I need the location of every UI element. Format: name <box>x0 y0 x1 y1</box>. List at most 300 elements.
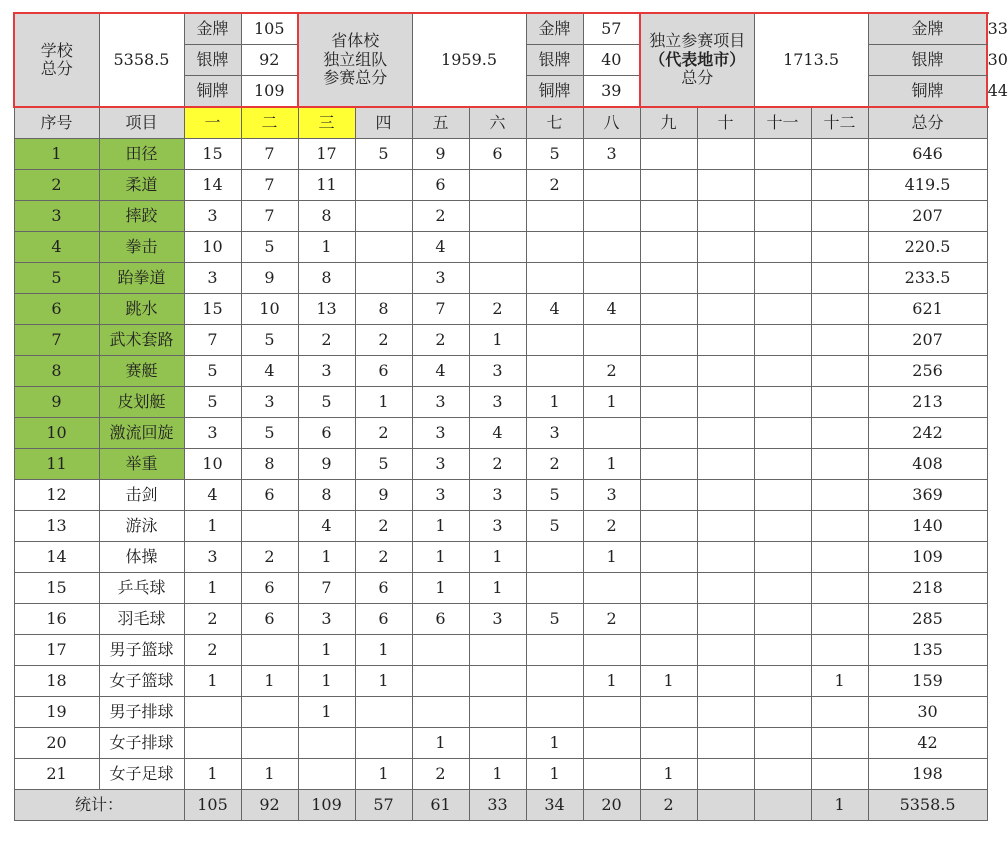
row-place-9 <box>640 542 697 573</box>
row-place-2: 1 <box>241 759 298 790</box>
table-row <box>14 449 987 480</box>
table-row <box>14 480 987 511</box>
row-place-3: 1 <box>298 635 355 666</box>
row-place-6: 1 <box>469 759 526 790</box>
row-place-1: 2 <box>184 635 241 666</box>
row-place-6 <box>469 263 526 294</box>
row-place-4: 6 <box>355 604 412 635</box>
row-place-11 <box>754 449 811 480</box>
row-place-8 <box>583 201 640 232</box>
row-place-6: 3 <box>469 387 526 418</box>
row-event: 跆拳道 <box>99 263 184 294</box>
table-row <box>14 511 987 542</box>
row-event: 皮划艇 <box>99 387 184 418</box>
row-index: 14 <box>14 542 99 573</box>
header-place-10: 十 <box>697 107 754 139</box>
row-place-8: 2 <box>583 511 640 542</box>
row-place-11 <box>754 666 811 697</box>
row-place-5: 6 <box>412 604 469 635</box>
row-place-4: 8 <box>355 294 412 325</box>
row-place-4: 1 <box>355 666 412 697</box>
row-total: 233.5 <box>868 263 987 294</box>
row-place-2 <box>241 728 298 759</box>
row-place-2: 2 <box>241 542 298 573</box>
header-place-3: 三 <box>298 107 355 139</box>
table-row <box>14 542 987 573</box>
row-place-2 <box>241 511 298 542</box>
row-place-9: 1 <box>640 666 697 697</box>
row-place-8 <box>583 635 640 666</box>
row-place-9 <box>640 635 697 666</box>
row-place-12: 1 <box>811 666 868 697</box>
row-place-3 <box>298 728 355 759</box>
row-place-6 <box>469 201 526 232</box>
row-place-12 <box>811 170 868 201</box>
row-place-10 <box>697 511 754 542</box>
row-place-12 <box>811 449 868 480</box>
row-place-5: 1 <box>412 542 469 573</box>
row-place-11 <box>754 418 811 449</box>
row-place-11 <box>754 697 811 728</box>
row-place-8: 1 <box>583 387 640 418</box>
row-place-5: 3 <box>412 449 469 480</box>
row-index: 17 <box>14 635 99 666</box>
row-event: 体操 <box>99 542 184 573</box>
provincial-gold-value: 57 <box>583 13 640 45</box>
row-place-1: 7 <box>184 325 241 356</box>
row-place-6: 2 <box>469 294 526 325</box>
school-total-label: 学校 总分 <box>14 13 99 107</box>
row-place-6 <box>469 170 526 201</box>
totals-place-8: 20 <box>583 790 640 821</box>
row-place-5: 4 <box>412 232 469 263</box>
header-place-2: 二 <box>241 107 298 139</box>
header-place-7: 七 <box>526 107 583 139</box>
row-place-11 <box>754 263 811 294</box>
table-row <box>14 294 987 325</box>
row-place-8: 4 <box>583 294 640 325</box>
row-place-11 <box>754 604 811 635</box>
school-bronze-label: 铜牌 <box>184 76 241 108</box>
row-place-3: 1 <box>298 542 355 573</box>
row-place-6 <box>469 697 526 728</box>
row-place-9 <box>640 263 697 294</box>
independent-bronze-label: 铜牌 <box>868 76 987 108</box>
row-total: 198 <box>868 759 987 790</box>
independent-silver-label: 银牌 <box>868 45 987 76</box>
row-place-9 <box>640 604 697 635</box>
row-place-6 <box>469 666 526 697</box>
totals-place-3: 109 <box>298 790 355 821</box>
row-place-5: 1 <box>412 511 469 542</box>
row-place-11 <box>754 728 811 759</box>
totals-place-4: 57 <box>355 790 412 821</box>
row-place-9 <box>640 232 697 263</box>
row-index: 4 <box>14 232 99 263</box>
row-event: 举重 <box>99 449 184 480</box>
header-place-1: 一 <box>184 107 241 139</box>
summary-row-gold: 学校 总分 5358.5 金牌 105 省体校 独立组队 参赛总分 1959.5 金牌 57 独立参赛项目 （代表地市） 总分 1713.5 金牌 33 <box>14 13 987 45</box>
row-event: 田径 <box>99 139 184 170</box>
row-place-2: 5 <box>241 325 298 356</box>
row-place-11 <box>754 232 811 263</box>
row-place-9 <box>640 511 697 542</box>
table-row <box>14 759 987 790</box>
row-place-5 <box>412 697 469 728</box>
table-row <box>14 325 987 356</box>
row-index: 18 <box>14 666 99 697</box>
header-place-8: 八 <box>583 107 640 139</box>
row-place-3: 3 <box>298 604 355 635</box>
row-place-5: 3 <box>412 418 469 449</box>
row-place-4 <box>355 170 412 201</box>
row-place-8 <box>583 263 640 294</box>
row-place-8: 1 <box>583 449 640 480</box>
row-place-5: 1 <box>412 728 469 759</box>
row-place-9 <box>640 356 697 387</box>
row-place-1: 10 <box>184 449 241 480</box>
row-place-11 <box>754 573 811 604</box>
row-place-8: 2 <box>583 356 640 387</box>
table-row <box>14 635 987 666</box>
provincial-silver-value: 40 <box>583 45 640 76</box>
row-place-3: 11 <box>298 170 355 201</box>
row-place-4: 6 <box>355 356 412 387</box>
table-row <box>14 232 987 263</box>
row-total: 159 <box>868 666 987 697</box>
row-place-2: 7 <box>241 139 298 170</box>
row-place-11 <box>754 480 811 511</box>
row-place-7 <box>526 325 583 356</box>
row-place-7: 4 <box>526 294 583 325</box>
row-event: 男子排球 <box>99 697 184 728</box>
school-silver-label: 银牌 <box>184 45 241 76</box>
provincial-bronze-value: 39 <box>583 76 640 108</box>
table-row <box>14 139 987 170</box>
row-event: 女子足球 <box>99 759 184 790</box>
table-row <box>14 356 987 387</box>
row-place-12 <box>811 356 868 387</box>
row-place-7 <box>526 666 583 697</box>
row-place-9 <box>640 418 697 449</box>
row-place-1: 1 <box>184 511 241 542</box>
row-place-6: 3 <box>469 356 526 387</box>
row-place-11 <box>754 511 811 542</box>
school-gold-label: 金牌 <box>184 13 241 45</box>
row-event: 乒乓球 <box>99 573 184 604</box>
row-index: 1 <box>14 139 99 170</box>
row-place-8 <box>583 418 640 449</box>
row-index: 19 <box>14 697 99 728</box>
row-place-8: 1 <box>583 666 640 697</box>
row-place-10 <box>697 139 754 170</box>
row-place-12 <box>811 139 868 170</box>
row-place-4: 2 <box>355 325 412 356</box>
row-place-3: 4 <box>298 511 355 542</box>
row-place-8 <box>583 573 640 604</box>
totals-row <box>14 790 987 821</box>
row-place-10 <box>697 170 754 201</box>
row-place-3: 8 <box>298 263 355 294</box>
row-place-3 <box>298 759 355 790</box>
row-total: 285 <box>868 604 987 635</box>
row-total: 621 <box>868 294 987 325</box>
row-place-2: 5 <box>241 232 298 263</box>
row-event: 女子排球 <box>99 728 184 759</box>
totals-label: 统计： <box>14 790 184 821</box>
table-row <box>14 666 987 697</box>
row-place-12 <box>811 604 868 635</box>
row-place-10 <box>697 263 754 294</box>
header-place-6: 六 <box>469 107 526 139</box>
row-place-2: 10 <box>241 294 298 325</box>
row-place-7: 2 <box>526 170 583 201</box>
row-place-5: 6 <box>412 170 469 201</box>
row-place-6: 3 <box>469 604 526 635</box>
row-event: 游泳 <box>99 511 184 542</box>
row-total: 646 <box>868 139 987 170</box>
row-place-11 <box>754 635 811 666</box>
row-place-10 <box>697 294 754 325</box>
totals-place-7: 34 <box>526 790 583 821</box>
row-total: 408 <box>868 449 987 480</box>
row-total: 369 <box>868 480 987 511</box>
row-event: 柔道 <box>99 170 184 201</box>
row-place-5: 3 <box>412 263 469 294</box>
header-place-11: 十一 <box>754 107 811 139</box>
row-place-3: 1 <box>298 697 355 728</box>
row-total: 30 <box>868 697 987 728</box>
row-place-8: 3 <box>583 480 640 511</box>
row-place-7 <box>526 573 583 604</box>
row-index: 5 <box>14 263 99 294</box>
row-place-2: 9 <box>241 263 298 294</box>
header-place-9: 九 <box>640 107 697 139</box>
row-place-4: 2 <box>355 542 412 573</box>
row-event: 拳击 <box>99 232 184 263</box>
row-place-10 <box>697 573 754 604</box>
header-place-12: 十二 <box>811 107 868 139</box>
row-place-7 <box>526 697 583 728</box>
row-place-7: 1 <box>526 387 583 418</box>
row-place-12 <box>811 759 868 790</box>
row-place-4: 1 <box>355 387 412 418</box>
row-place-5: 2 <box>412 325 469 356</box>
school-silver-value: 92 <box>241 45 298 76</box>
header-total: 总分 <box>868 107 987 139</box>
row-place-9 <box>640 449 697 480</box>
row-event: 激流回旋 <box>99 418 184 449</box>
row-place-12 <box>811 325 868 356</box>
row-place-10 <box>697 666 754 697</box>
row-place-7 <box>526 542 583 573</box>
row-place-10 <box>697 201 754 232</box>
row-place-5: 4 <box>412 356 469 387</box>
row-place-3: 2 <box>298 325 355 356</box>
row-place-8 <box>583 170 640 201</box>
row-place-5: 7 <box>412 294 469 325</box>
row-place-2: 6 <box>241 573 298 604</box>
row-place-10 <box>697 480 754 511</box>
row-place-7: 2 <box>526 449 583 480</box>
row-place-1: 15 <box>184 139 241 170</box>
row-event: 男子篮球 <box>99 635 184 666</box>
totals-place-6: 33 <box>469 790 526 821</box>
row-total: 220.5 <box>868 232 987 263</box>
row-total: 140 <box>868 511 987 542</box>
row-place-2: 8 <box>241 449 298 480</box>
table-row <box>14 387 987 418</box>
row-total: 213 <box>868 387 987 418</box>
provincial-total-value: 1959.5 <box>412 13 526 107</box>
row-event: 击剑 <box>99 480 184 511</box>
summary-row-bronze: 铜牌 109 铜牌 39 铜牌 44 <box>14 76 987 108</box>
row-place-4 <box>355 697 412 728</box>
row-event: 跳水 <box>99 294 184 325</box>
row-place-7 <box>526 356 583 387</box>
row-place-9 <box>640 728 697 759</box>
row-place-12 <box>811 201 868 232</box>
row-place-8: 2 <box>583 604 640 635</box>
row-event: 女子篮球 <box>99 666 184 697</box>
row-place-3: 9 <box>298 449 355 480</box>
row-place-10 <box>697 325 754 356</box>
row-place-9 <box>640 573 697 604</box>
row-place-2: 1 <box>241 666 298 697</box>
row-index: 9 <box>14 387 99 418</box>
row-place-6: 3 <box>469 511 526 542</box>
row-place-4: 2 <box>355 418 412 449</box>
row-index: 16 <box>14 604 99 635</box>
row-place-3: 1 <box>298 666 355 697</box>
row-index: 15 <box>14 573 99 604</box>
row-place-10 <box>697 759 754 790</box>
row-place-2 <box>241 635 298 666</box>
row-place-12 <box>811 387 868 418</box>
row-place-11 <box>754 139 811 170</box>
totals-place-1: 105 <box>184 790 241 821</box>
row-index: 10 <box>14 418 99 449</box>
row-total: 256 <box>868 356 987 387</box>
row-place-3: 1 <box>298 232 355 263</box>
row-place-10 <box>697 418 754 449</box>
provincial-gold-label: 金牌 <box>526 13 583 45</box>
row-index: 6 <box>14 294 99 325</box>
header-event: 项目 <box>99 107 184 139</box>
row-place-6: 2 <box>469 449 526 480</box>
row-place-7 <box>526 201 583 232</box>
row-place-1: 10 <box>184 232 241 263</box>
header-index: 序号 <box>14 107 99 139</box>
row-place-8 <box>583 697 640 728</box>
row-event: 赛艇 <box>99 356 184 387</box>
row-place-7: 1 <box>526 728 583 759</box>
row-place-4: 1 <box>355 635 412 666</box>
table-row <box>14 573 987 604</box>
row-place-4: 9 <box>355 480 412 511</box>
row-place-5: 2 <box>412 759 469 790</box>
row-place-4: 5 <box>355 139 412 170</box>
row-place-11 <box>754 759 811 790</box>
totals-place-2: 92 <box>241 790 298 821</box>
table-row <box>14 263 987 294</box>
row-place-3: 17 <box>298 139 355 170</box>
row-place-7: 3 <box>526 418 583 449</box>
row-place-10 <box>697 542 754 573</box>
row-place-1: 3 <box>184 263 241 294</box>
provincial-total-label: 省体校 独立组队 参赛总分 <box>298 13 412 107</box>
row-index: 7 <box>14 325 99 356</box>
row-place-1: 14 <box>184 170 241 201</box>
row-place-3: 8 <box>298 201 355 232</box>
row-place-5: 9 <box>412 139 469 170</box>
row-place-10 <box>697 387 754 418</box>
row-index: 21 <box>14 759 99 790</box>
row-place-7: 5 <box>526 511 583 542</box>
row-total: 218 <box>868 573 987 604</box>
row-place-10 <box>697 232 754 263</box>
row-place-1: 3 <box>184 418 241 449</box>
school-total-value: 5358.5 <box>99 13 184 107</box>
row-place-11 <box>754 387 811 418</box>
school-bronze-value: 109 <box>241 76 298 108</box>
row-place-9 <box>640 387 697 418</box>
row-place-9 <box>640 294 697 325</box>
row-place-12 <box>811 232 868 263</box>
table-row <box>14 728 987 759</box>
row-place-11 <box>754 542 811 573</box>
row-place-7 <box>526 635 583 666</box>
row-place-8 <box>583 759 640 790</box>
row-place-6: 3 <box>469 480 526 511</box>
row-place-1: 15 <box>184 294 241 325</box>
row-place-1: 3 <box>184 201 241 232</box>
row-place-8 <box>583 232 640 263</box>
row-event: 摔跤 <box>99 201 184 232</box>
row-total: 207 <box>868 201 987 232</box>
row-place-10 <box>697 356 754 387</box>
header-place-5: 五 <box>412 107 469 139</box>
row-place-5: 2 <box>412 201 469 232</box>
row-place-12 <box>811 418 868 449</box>
totals-place-5: 61 <box>412 790 469 821</box>
row-place-8: 3 <box>583 139 640 170</box>
row-index: 12 <box>14 480 99 511</box>
row-index: 13 <box>14 511 99 542</box>
row-place-1: 1 <box>184 759 241 790</box>
row-place-11 <box>754 170 811 201</box>
row-place-1: 1 <box>184 666 241 697</box>
row-place-1: 2 <box>184 604 241 635</box>
row-place-4 <box>355 728 412 759</box>
row-place-6 <box>469 232 526 263</box>
provincial-bronze-label: 铜牌 <box>526 76 583 108</box>
row-place-1: 5 <box>184 387 241 418</box>
row-place-7: 5 <box>526 139 583 170</box>
header-row <box>14 107 987 139</box>
row-place-9 <box>640 201 697 232</box>
row-event: 羽毛球 <box>99 604 184 635</box>
row-place-7 <box>526 232 583 263</box>
row-place-2 <box>241 697 298 728</box>
row-place-12 <box>811 697 868 728</box>
row-place-2: 6 <box>241 480 298 511</box>
row-place-9 <box>640 139 697 170</box>
row-place-3: 3 <box>298 356 355 387</box>
row-place-1 <box>184 697 241 728</box>
row-place-2: 4 <box>241 356 298 387</box>
row-place-12 <box>811 728 868 759</box>
